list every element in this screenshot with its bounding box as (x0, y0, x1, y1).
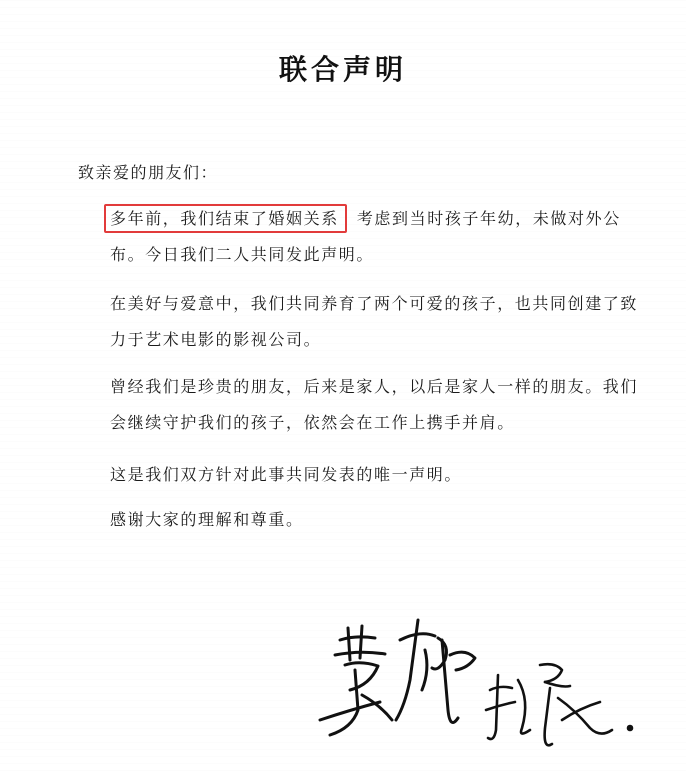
paragraph-1 (78, 201, 650, 273)
paragraph-2: 在美好与爱意中，我们共同养育了两个可爱的孩子，也共同创建了致力于艺术电影的影视公司。 (110, 294, 639, 349)
salutation: 致亲爱的朋友们： (78, 163, 219, 182)
paragraph-1-text: 考虑到当时孩子年幼，未做对外公布。今日我们二人共同发此声明。 (110, 209, 621, 264)
signature-2 (486, 664, 632, 745)
paragraph-3: 曾经我们是珍贵的朋友，后来是家人，以后是家人一样的朋友。我们会继续守护我们的孩子，依然会在工作上携手并肩。 (110, 377, 639, 432)
signature-1 (320, 620, 475, 735)
highlighted-phrase: 多年前，我们结束了婚姻关系 (104, 204, 347, 233)
paragraph-5: 感谢大家的理解和尊重。 (110, 510, 304, 529)
handwritten-signatures (300, 610, 660, 760)
document-title: 联合声明 (278, 53, 407, 86)
paragraph-4: 这是我们双方针对此事共同发表的唯一声明。 (110, 465, 463, 484)
